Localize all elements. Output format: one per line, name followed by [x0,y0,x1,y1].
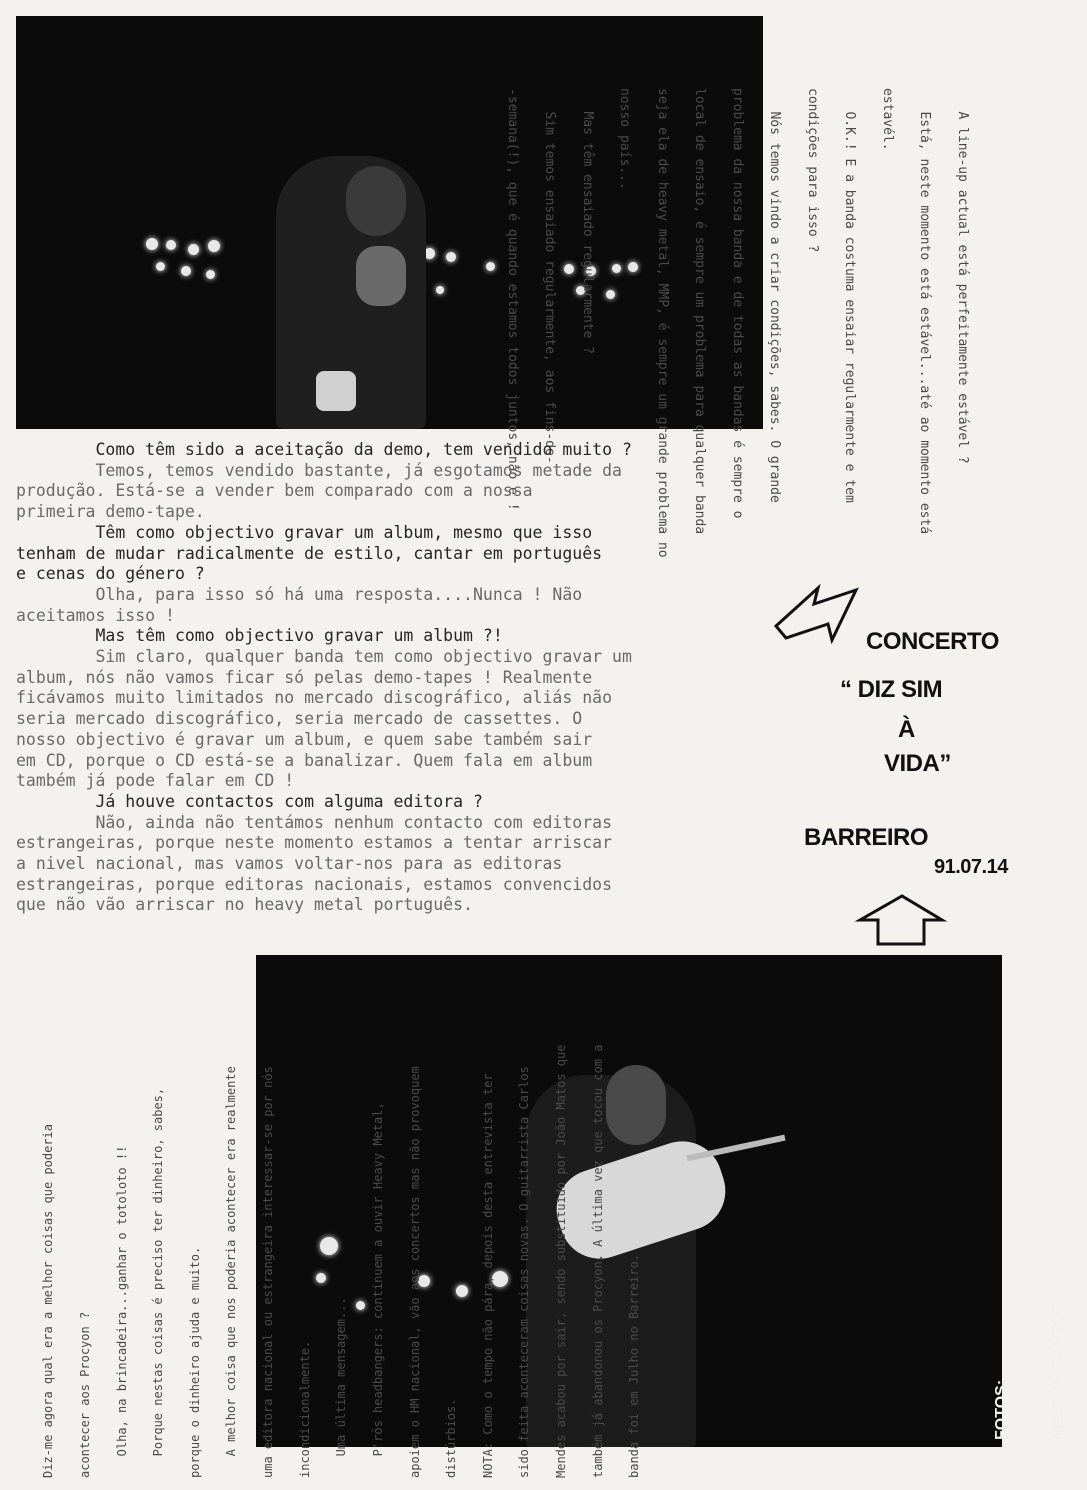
concert-caption [800,580,1020,950]
side-line: problema da nossa banda e de todas as bandas é sempre o [730,88,745,519]
side-line: Mas têm ensaiado regularmente ? [580,88,595,355]
side-line: distúrbios. [444,1398,459,1478]
interview-line: a nivel nacional, mas vamos voltar-nos para as editoras [16,854,563,874]
side-line: Diz-me agora qual era a melhor coisas que poderia [41,1123,56,1478]
side-line: banda foi em Julho no Barreiro. [627,1254,642,1478]
side-line: local de ensaio, é sempre um problema para qualquer banda [692,88,708,535]
arrow-up-icon [856,892,946,948]
concert-quote-line3: VIDA” [884,750,951,777]
side-line: também já abandonou os Procyon. A última vez que tocou com a [590,1044,605,1478]
interview-line: seria mercado discográfico, seria mercado de cassettes. O [16,709,583,729]
side-line: nosso país... [617,88,633,190]
side-line: acontecer aos Procyon ? [78,1311,93,1478]
side-line: Porque nestas coisas é preciso ter dinheiro, sabes, [151,1087,166,1478]
credit-name: NELSON SANTOS [1050,1302,1067,1440]
interview-line: Mas têm como objectivo gravar um album ?! [16,626,503,646]
side-line: porque o dinheiro ajuda e muito. [187,1246,202,1478]
interview-line: Sim claro, qualquer banda tem como objectivo gravar um [16,647,632,667]
interview-line: Como têm sido a aceitação da demo, tem vendido muito ? [16,440,632,459]
side-line: NOTA: Como o tempo não pára, depois desta entrevista ter [480,1073,495,1478]
side-text-left [18,1045,653,1478]
interview-line: Temos, temos vendido bastante, já esgotamos metade da [16,460,622,480]
side-line: estavél. [880,88,895,151]
concert-quote-line2: À [898,716,915,743]
side-line: A melhor coisa que nos poderia acontecer era realmente [224,1066,239,1478]
side-line: uma editora nacional ou estrangeira interessar-se por nós [261,1066,276,1478]
interview-line: estrangeiras, porque neste momento estamos a tentar arriscar [16,833,613,853]
concert-title: CONCERTO [866,628,999,655]
credit-label: FOTOS: [993,1379,1010,1440]
side-line: apoiem o HM nacional, vão aos concertos mas não provoquem [407,1066,422,1478]
side-line: Está, neste momento está estável...até ao momento está [917,88,933,535]
side-line: O.K.! E a banda costuma ensaiar regularmente e tem [842,88,858,503]
interview-line: produção. Está-se a vender bem comparado com a nossa [16,481,533,501]
interview-line: album, nós não vamos ficar só pelas demo-tapes ! Realmente [16,667,593,687]
interview-line: tenham de mudar radicalmente de estilo, cantar em português [16,543,603,563]
side-line: Olha, na brincadeira...ganhar o totoloto !! [114,1145,129,1478]
concert-quote-line1: “ DIZ SIM [840,676,943,703]
interview-line: Olha, para isso só há uma resposta....Nunca ! Não [16,584,583,604]
photo-credit [954,1303,1087,1441]
arrow-up-right-icon [772,580,862,650]
interview-text [16,440,776,916]
interview-line: estrangeiras, porque editoras nacionais, estamos convencidos [16,874,613,894]
side-line: sido feita aconteceram coisas novas. O guitarrista Carlos [517,1066,532,1478]
interview-line: Não, ainda não tentámos nenhum contacto com editoras [16,812,613,832]
interview-line: Já houve contactos com alguma editora ? [16,791,483,811]
interview-line: ficávamos muito limitados no mercado discográfico, aliás não [16,688,613,708]
side-line: Nós temos vindo a criar condições, sabes. O grande [767,88,783,503]
side-line: Uma última mensagem... [334,1297,349,1478]
interview-line: nosso objectivo é gravar um album, e quem sabe também sair [16,729,593,749]
interview-line: Têm como objectivo gravar um album, mesmo que isso [16,522,593,542]
concert-date: 91.07.14 [934,856,1008,878]
side-line: Sim temos ensaiado regularmente, aos fins-de- [542,88,558,464]
concert-location: BARREIRO [804,824,929,851]
interview-line: também já pode falar em CD ! [16,771,295,791]
side-line: Mendes acabou por sair, sendo substituido por João Matos que [553,1044,568,1478]
side-line: P'rós headbangers: continuem a ouvir Heavy Metal, [370,1102,385,1478]
interview-line: primeira demo-tape. [16,502,205,522]
interview-line: aceitamos isso ! [16,605,175,625]
side-line: incondicionalmente. [297,1340,312,1478]
interview-line: e cenas do género ? [16,564,205,584]
side-line: condições para isso ? [805,88,820,253]
side-line: seja ela de heavy metal, MMP, é sempre um grande problema no [655,88,670,558]
interview-line: que não vão arriscar no heavy metal português. [16,895,473,915]
side-line: A line-up actual está perfeitamente estável ? [955,88,970,464]
side-line: -semana(!), que é quando estamos todos juntos, não é ! [505,88,520,511]
interview-line: em CD, porque o CD está-se a banalizar. Quem fala em album [16,750,593,770]
